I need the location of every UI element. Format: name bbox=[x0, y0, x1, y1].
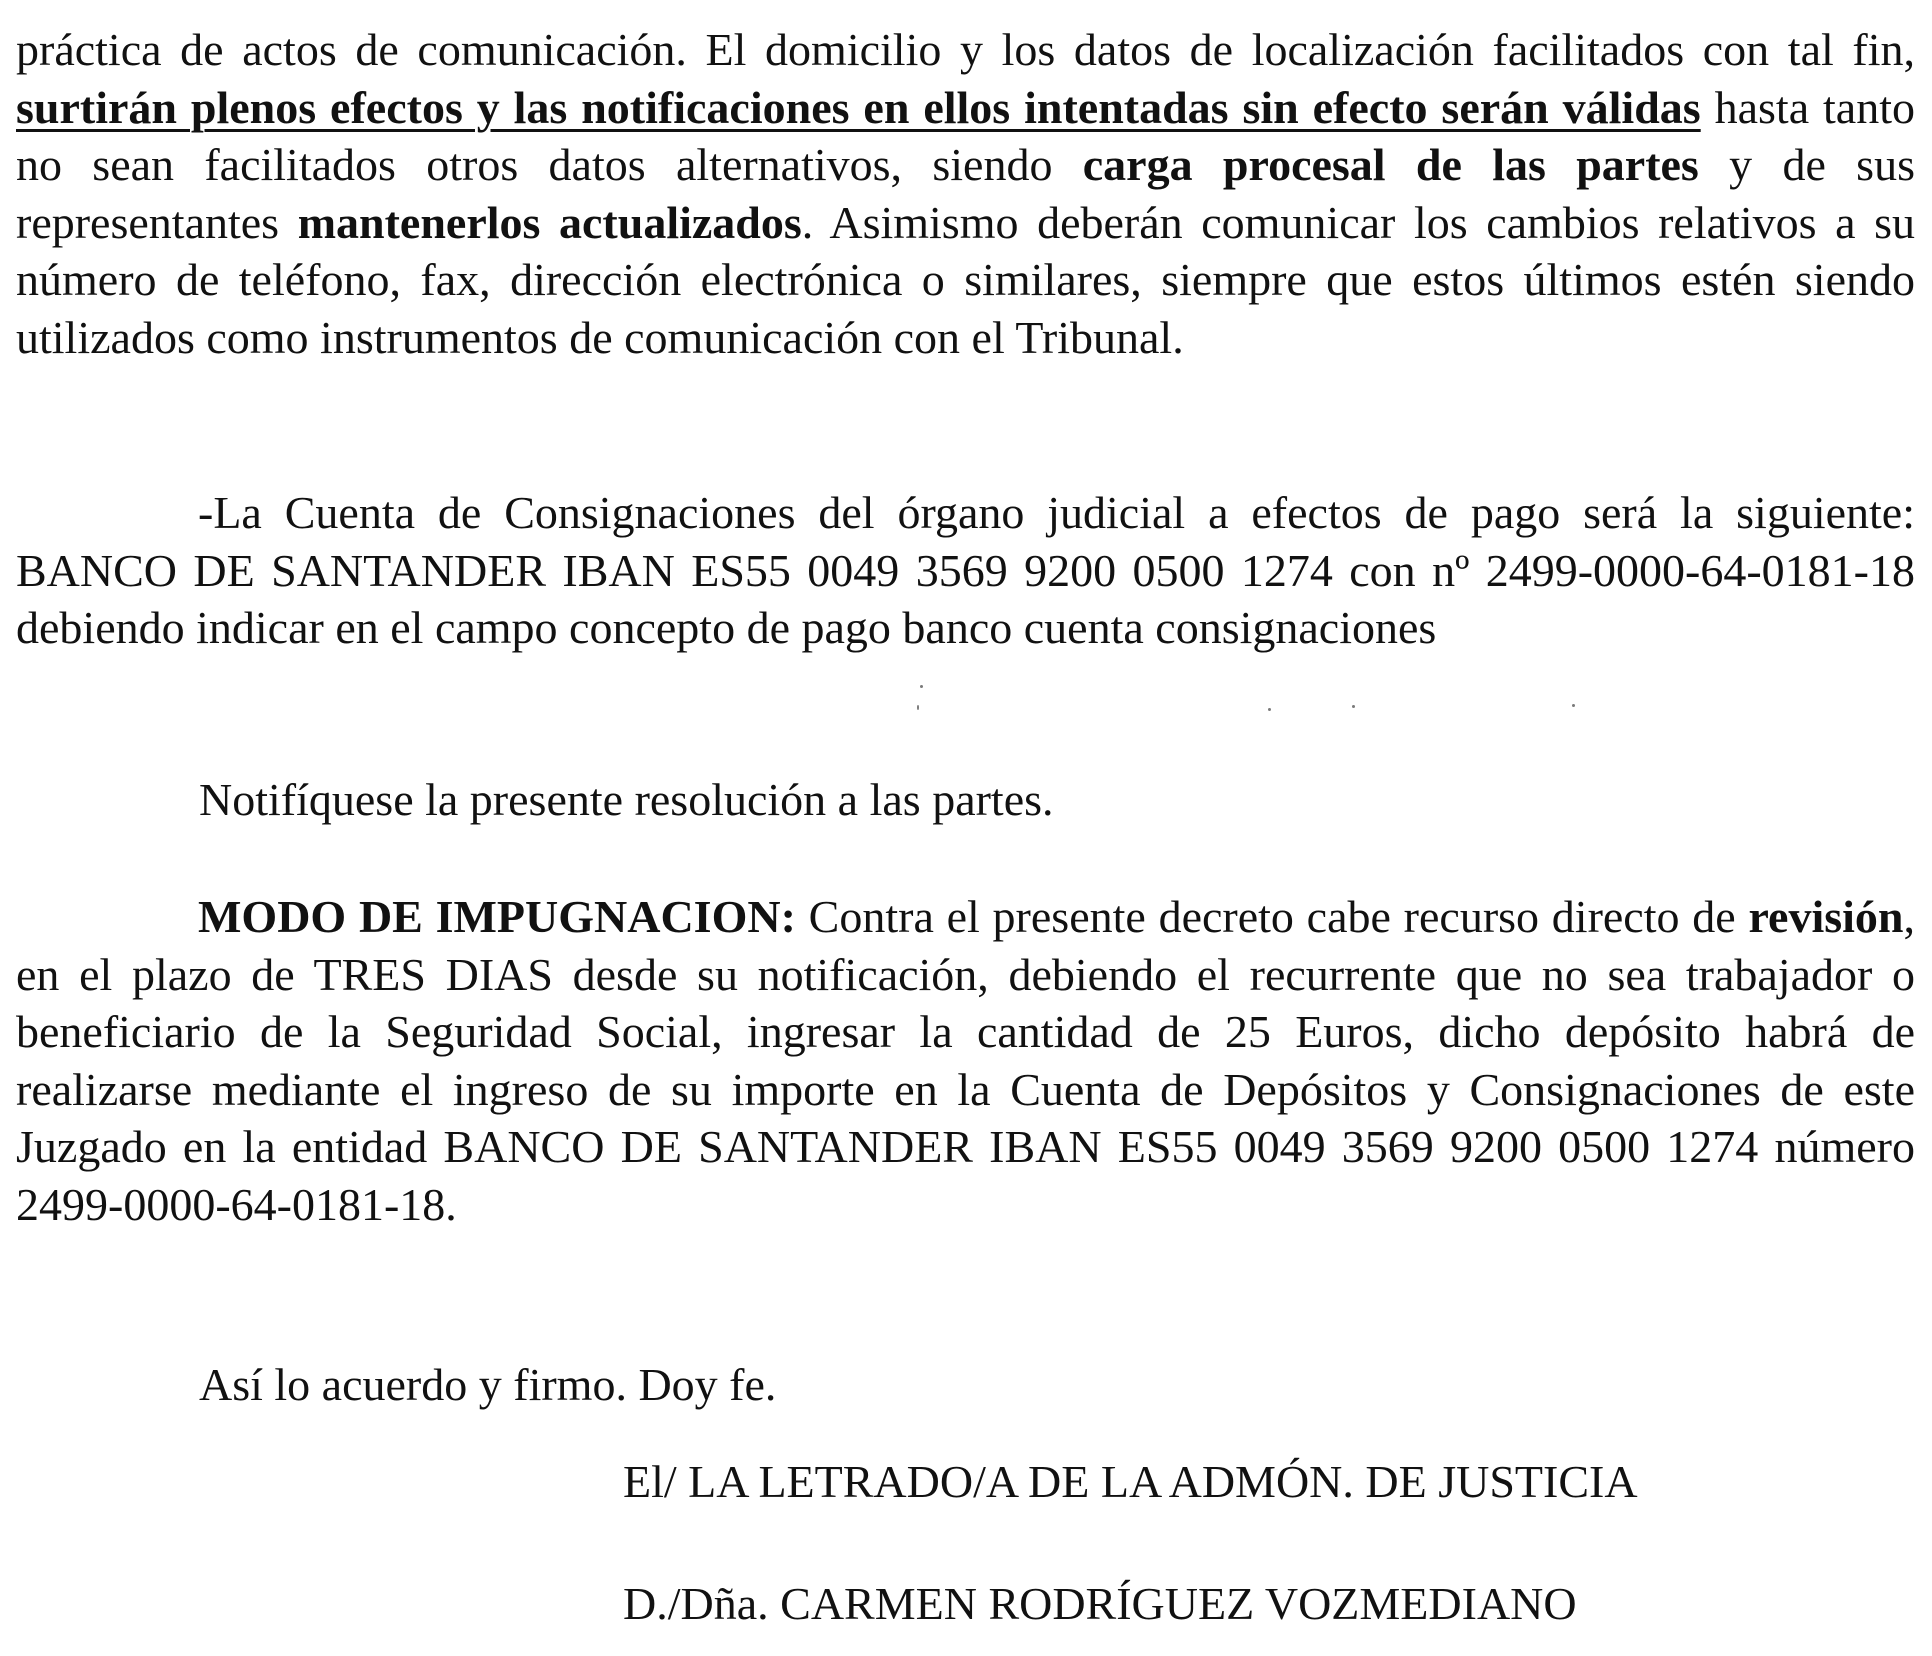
paragraph1-text-2: hasta tanto no sean facilitados otros datos alternativos, siendo bbox=[16, 81, 1915, 190]
scan-speck bbox=[1268, 708, 1271, 711]
paragraph-challenge-mode bbox=[16, 888, 1915, 1233]
paragraph4-text-2: , en el plazo de TRES DIAS desde su notificación, debiendo el recurrente que no sea trabajador o beneficiario de la Seguridad Social, ingresar la cantidad de 25 Euros, dicho depósito habrá de realizarse mediante el ingreso de su importe en la Cuenta de Depósitos y Consignaciones de este Juzgado en la entidad BANCO DE SANTANDER IBAN ES55 0049 3569 9200 0500 1274 número 2499-0000-64-0181-18. bbox=[16, 891, 1915, 1230]
scan-speck bbox=[1572, 704, 1575, 707]
challenge-heading: MODO DE IMPUGNACION: bbox=[198, 891, 796, 942]
paragraph1-text-1: práctica de actos de comunicación. El domicilio y los datos de localización facilitados con tal fin, bbox=[16, 24, 1915, 75]
paragraph-notification-address bbox=[16, 21, 1915, 366]
paragraph2-text: -La Cuenta de Consignaciones del órgano judicial a efectos de pago será la siguiente: BANCO DE SANTANDER IBAN ES55 0049 3569 9200 0500 1274 con nº 2499-0000-64-0181-18 debiendo indicar en el campo concepto de pago banco cuenta consignaciones bbox=[16, 487, 1915, 653]
paragraph1-bold-2: mantenerlos actualizados bbox=[297, 196, 802, 248]
scan-speck bbox=[917, 705, 919, 710]
paragraph4-text-1: Contra el presente decreto cabe recurso directo de bbox=[795, 891, 1749, 942]
signatory-title: El/ LA LETRADO/A DE LA ADMÓN. DE JUSTICIA bbox=[623, 1456, 1638, 1507]
scan-speck bbox=[1352, 705, 1355, 708]
paragraph1-text-3: y de sus representantes bbox=[16, 139, 1915, 248]
paragraph1-text-4: . Asimismo deberán comunicar los cambios relativos a su número de teléfono, fax, dirección electrónica o similares, siempre que estos últimos estén siendo utilizados como instrumentos de comunicación con el Tribunal. bbox=[16, 196, 1916, 363]
closing-statement: Así lo acuerdo y firmo. Doy fe. bbox=[199, 1359, 777, 1410]
paragraph1-underlined-bold: surtirán plenos efectos y las notificaciones en ellos intentadas sin efecto serán válidas bbox=[16, 81, 1701, 133]
paragraph4-bold: revisión bbox=[1748, 891, 1904, 942]
signatory-name: D./Dña. CARMEN RODRÍGUEZ VOZMEDIANO bbox=[623, 1578, 1577, 1629]
paragraph1-bold-1: carga procesal de las partes bbox=[1082, 139, 1699, 190]
scan-speck bbox=[920, 685, 923, 688]
notification-order: Notifíquese la presente resolución a las partes. bbox=[199, 774, 1054, 825]
paragraph-consignment-account bbox=[16, 484, 1915, 657]
